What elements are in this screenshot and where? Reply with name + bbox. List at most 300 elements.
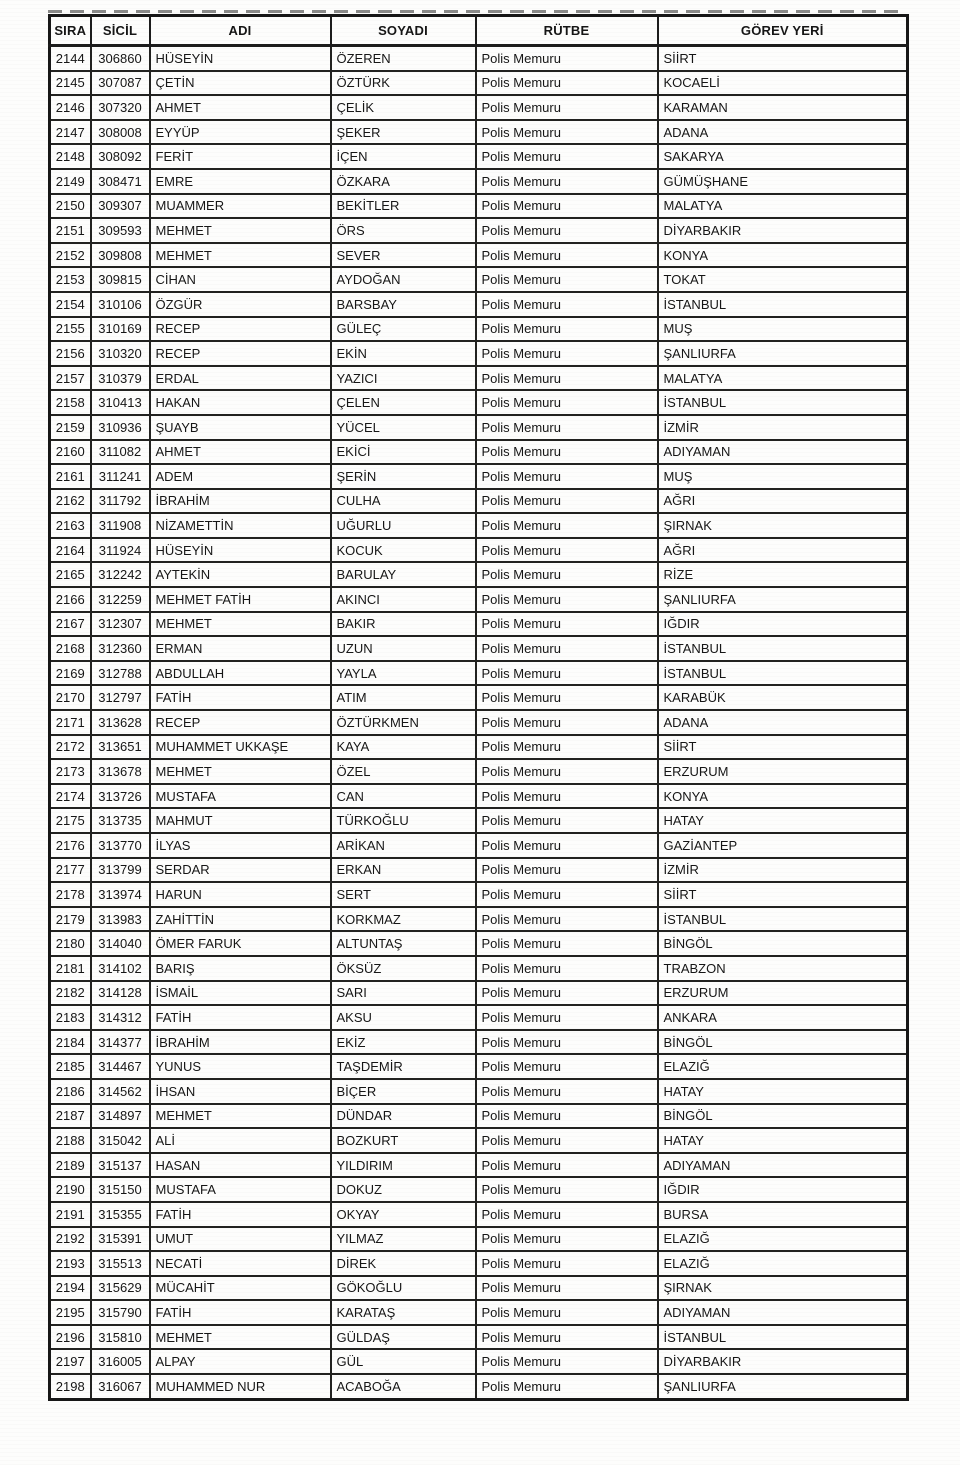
cell-sira: 2145 (50, 71, 91, 96)
cell-adi: FATİH (150, 685, 331, 710)
cell-sicil: 310320 (91, 341, 150, 366)
cell-adi: FATİH (150, 1202, 331, 1227)
cell-soyadi: BARULAY (331, 562, 476, 587)
cell-gorev-yeri: KARABÜK (658, 685, 908, 710)
header-row (50, 16, 908, 46)
cell-gorev-yeri: ERZURUM (658, 981, 908, 1006)
cell-sicil: 309593 (91, 218, 150, 243)
cell-adi: İBRAHİM (150, 1030, 331, 1055)
cell-sicil: 306860 (91, 46, 150, 71)
table-row (50, 390, 908, 415)
cell-sira: 2187 (50, 1104, 91, 1129)
cell-gorev-yeri: GÜMÜŞHANE (658, 169, 908, 194)
cell-sicil: 313983 (91, 907, 150, 932)
cell-rutbe: Polis Memuru (476, 366, 658, 391)
cell-gorev-yeri: DİYARBAKIR (658, 1349, 908, 1374)
table-row (50, 71, 908, 96)
table-row (50, 562, 908, 587)
cell-sicil: 313678 (91, 759, 150, 784)
table-row (50, 95, 908, 120)
cell-rutbe: Polis Memuru (476, 1276, 658, 1301)
cell-adi: RECEP (150, 710, 331, 735)
cell-sira: 2185 (50, 1054, 91, 1079)
cell-rutbe: Polis Memuru (476, 931, 658, 956)
cell-soyadi: DÜNDAR (331, 1104, 476, 1129)
cell-adi: AHMET (150, 95, 331, 120)
cell-adi: ÇETİN (150, 71, 331, 96)
table-row (50, 931, 908, 956)
cell-soyadi: YÜCEL (331, 415, 476, 440)
cell-gorev-yeri: İSTANBUL (658, 636, 908, 661)
cell-soyadi: ÖZEREN (331, 46, 476, 71)
cell-gorev-yeri: ADIYAMAN (658, 1153, 908, 1178)
cell-adi: CİHAN (150, 267, 331, 292)
cell-sicil: 308471 (91, 169, 150, 194)
cell-soyadi: ÖKSÜZ (331, 956, 476, 981)
cell-adi: İHSAN (150, 1079, 331, 1104)
cell-sira: 2148 (50, 144, 91, 169)
cell-soyadi: ÇELEN (331, 390, 476, 415)
cell-gorev-yeri: HATAY (658, 1079, 908, 1104)
column-header-rutbe: RÜTBE (476, 16, 658, 46)
cell-rutbe: Polis Memuru (476, 1054, 658, 1079)
cell-sicil: 314562 (91, 1079, 150, 1104)
cell-sira: 2193 (50, 1251, 91, 1276)
cell-sicil: 314040 (91, 931, 150, 956)
table-row (50, 759, 908, 784)
cell-sira: 2152 (50, 243, 91, 268)
cell-sira: 2170 (50, 685, 91, 710)
cell-gorev-yeri: SİİRT (658, 882, 908, 907)
cell-soyadi: EKİN (331, 341, 476, 366)
table-row (50, 169, 908, 194)
cell-rutbe: Polis Memuru (476, 341, 658, 366)
cell-adi: RECEP (150, 317, 331, 342)
cell-sira: 2180 (50, 931, 91, 956)
cell-sira: 2163 (50, 513, 91, 538)
cell-rutbe: Polis Memuru (476, 292, 658, 317)
cell-soyadi: GÖKOĞLU (331, 1276, 476, 1301)
cell-rutbe: Polis Memuru (476, 120, 658, 145)
cell-gorev-yeri: BURSA (658, 1202, 908, 1227)
table-row (50, 1005, 908, 1030)
cell-sira: 2165 (50, 562, 91, 587)
cell-gorev-yeri: HATAY (658, 1128, 908, 1153)
cell-gorev-yeri: AĞRI (658, 538, 908, 563)
cell-soyadi: YILMAZ (331, 1227, 476, 1252)
cell-sicil: 314128 (91, 981, 150, 1006)
cell-adi: MUSTAFA (150, 1177, 331, 1202)
cell-rutbe: Polis Memuru (476, 636, 658, 661)
cell-soyadi: CULHA (331, 489, 476, 514)
cell-adi: ADEM (150, 464, 331, 489)
cell-gorev-yeri: ADIYAMAN (658, 1300, 908, 1325)
cell-sira: 2174 (50, 784, 91, 809)
cell-gorev-yeri: BİNGÖL (658, 931, 908, 956)
cell-rutbe: Polis Memuru (476, 1349, 658, 1374)
cell-soyadi: AKINCI (331, 587, 476, 612)
cell-rutbe: Polis Memuru (476, 415, 658, 440)
cell-rutbe: Polis Memuru (476, 956, 658, 981)
cell-gorev-yeri: TOKAT (658, 267, 908, 292)
cell-rutbe: Polis Memuru (476, 513, 658, 538)
cell-gorev-yeri: ŞANLIURFA (658, 587, 908, 612)
cell-gorev-yeri: MALATYA (658, 366, 908, 391)
cell-adi: SERDAR (150, 858, 331, 883)
cell-gorev-yeri: SİİRT (658, 735, 908, 760)
cell-sira: 2157 (50, 366, 91, 391)
table-header (50, 16, 908, 46)
cell-gorev-yeri: ELAZIĞ (658, 1251, 908, 1276)
cell-rutbe: Polis Memuru (476, 1227, 658, 1252)
cell-sicil: 312797 (91, 685, 150, 710)
cell-sicil: 316067 (91, 1374, 150, 1399)
cell-gorev-yeri: İSTANBUL (658, 1325, 908, 1350)
cell-sicil: 310106 (91, 292, 150, 317)
cell-sira: 2175 (50, 808, 91, 833)
column-header-soyadi: SOYADI (331, 16, 476, 46)
table-row (50, 808, 908, 833)
cell-rutbe: Polis Memuru (476, 1005, 658, 1030)
cell-rutbe: Polis Memuru (476, 562, 658, 587)
cell-gorev-yeri: DİYARBAKIR (658, 218, 908, 243)
table-row (50, 1325, 908, 1350)
cell-sira: 2166 (50, 587, 91, 612)
cell-sicil: 313651 (91, 735, 150, 760)
table-body (50, 46, 908, 1400)
cell-adi: ÖMER FARUK (150, 931, 331, 956)
cell-sicil: 307087 (91, 71, 150, 96)
cell-soyadi: SEVER (331, 243, 476, 268)
table-row (50, 1153, 908, 1178)
cell-soyadi: SARI (331, 981, 476, 1006)
column-header-gorev-yeri: GÖREV YERİ (658, 16, 908, 46)
cell-rutbe: Polis Memuru (476, 587, 658, 612)
cell-sicil: 310379 (91, 366, 150, 391)
cell-adi: AYTEKİN (150, 562, 331, 587)
cell-rutbe: Polis Memuru (476, 981, 658, 1006)
cell-gorev-yeri: ŞANLIURFA (658, 1374, 908, 1399)
table-row (50, 1300, 908, 1325)
cell-sira: 2164 (50, 538, 91, 563)
cell-rutbe: Polis Memuru (476, 440, 658, 465)
table-row (50, 366, 908, 391)
cell-rutbe: Polis Memuru (476, 243, 658, 268)
cell-rutbe: Polis Memuru (476, 1079, 658, 1104)
cell-sira: 2154 (50, 292, 91, 317)
cell-rutbe: Polis Memuru (476, 808, 658, 833)
cell-rutbe: Polis Memuru (476, 1030, 658, 1055)
table-row (50, 243, 908, 268)
cell-rutbe: Polis Memuru (476, 759, 658, 784)
table-row (50, 440, 908, 465)
cell-sira: 2158 (50, 390, 91, 415)
cell-sira: 2160 (50, 440, 91, 465)
cell-sira: 2159 (50, 415, 91, 440)
cell-soyadi: AKSU (331, 1005, 476, 1030)
table-row (50, 833, 908, 858)
cell-adi: EMRE (150, 169, 331, 194)
cell-rutbe: Polis Memuru (476, 144, 658, 169)
cell-gorev-yeri: ANKARA (658, 1005, 908, 1030)
cell-soyadi: UZUN (331, 636, 476, 661)
cell-rutbe: Polis Memuru (476, 1128, 658, 1153)
cell-rutbe: Polis Memuru (476, 464, 658, 489)
cell-sicil: 313726 (91, 784, 150, 809)
cell-rutbe: Polis Memuru (476, 194, 658, 219)
cell-sicil: 313735 (91, 808, 150, 833)
cell-soyadi: BARSBAY (331, 292, 476, 317)
cell-sicil: 315355 (91, 1202, 150, 1227)
cell-adi: MEHMET (150, 1104, 331, 1129)
cell-adi: FATİH (150, 1005, 331, 1030)
cell-soyadi: AYDOĞAN (331, 267, 476, 292)
table-row (50, 194, 908, 219)
cell-sicil: 308008 (91, 120, 150, 145)
cell-rutbe: Polis Memuru (476, 858, 658, 883)
cell-rutbe: Polis Memuru (476, 390, 658, 415)
cell-sira: 2183 (50, 1005, 91, 1030)
cell-sicil: 315810 (91, 1325, 150, 1350)
cell-adi: FATİH (150, 1300, 331, 1325)
cell-soyadi: ÖZKARA (331, 169, 476, 194)
cell-rutbe: Polis Memuru (476, 317, 658, 342)
table-row (50, 1251, 908, 1276)
table-row (50, 218, 908, 243)
cell-sicil: 315513 (91, 1251, 150, 1276)
table-row (50, 1177, 908, 1202)
cell-sicil: 313799 (91, 858, 150, 883)
cell-gorev-yeri: RİZE (658, 562, 908, 587)
cell-sicil: 313770 (91, 833, 150, 858)
cell-rutbe: Polis Memuru (476, 612, 658, 637)
table-row (50, 144, 908, 169)
cell-soyadi: BOZKURT (331, 1128, 476, 1153)
cell-sicil: 316005 (91, 1349, 150, 1374)
table-row (50, 1349, 908, 1374)
table-row (50, 661, 908, 686)
cell-rutbe: Polis Memuru (476, 907, 658, 932)
cell-sira: 2184 (50, 1030, 91, 1055)
cell-adi: MAHMUT (150, 808, 331, 833)
cell-sicil: 311082 (91, 440, 150, 465)
cell-soyadi: GÜLDAŞ (331, 1325, 476, 1350)
cell-sicil: 315391 (91, 1227, 150, 1252)
cell-soyadi: ALTUNTAŞ (331, 931, 476, 956)
cell-soyadi: ATIM (331, 685, 476, 710)
table-row (50, 784, 908, 809)
cell-soyadi: ERKAN (331, 858, 476, 883)
cell-sira: 2179 (50, 907, 91, 932)
cell-sira: 2168 (50, 636, 91, 661)
cell-sira: 2189 (50, 1153, 91, 1178)
cell-gorev-yeri: SAKARYA (658, 144, 908, 169)
cell-sicil: 315629 (91, 1276, 150, 1301)
cell-gorev-yeri: ADIYAMAN (658, 440, 908, 465)
table-row (50, 1276, 908, 1301)
cell-gorev-yeri: İZMİR (658, 415, 908, 440)
table-row (50, 1227, 908, 1252)
cell-sicil: 310413 (91, 390, 150, 415)
table-row (50, 636, 908, 661)
cell-sira: 2182 (50, 981, 91, 1006)
cell-soyadi: EKİCİ (331, 440, 476, 465)
table-row (50, 858, 908, 883)
cell-adi: YUNUS (150, 1054, 331, 1079)
cell-soyadi: ÇELİK (331, 95, 476, 120)
cell-sicil: 309808 (91, 243, 150, 268)
cell-adi: İSMAİL (150, 981, 331, 1006)
cell-sira: 2167 (50, 612, 91, 637)
table-row (50, 292, 908, 317)
cell-sicil: 315042 (91, 1128, 150, 1153)
cell-rutbe: Polis Memuru (476, 1177, 658, 1202)
table-row (50, 538, 908, 563)
table-row (50, 1030, 908, 1055)
cell-rutbe: Polis Memuru (476, 538, 658, 563)
cell-sira: 2186 (50, 1079, 91, 1104)
cell-sira: 2190 (50, 1177, 91, 1202)
cell-adi: FERİT (150, 144, 331, 169)
table-row (50, 341, 908, 366)
cell-sira: 2155 (50, 317, 91, 342)
cell-rutbe: Polis Memuru (476, 1251, 658, 1276)
cell-adi: ZAHİTTİN (150, 907, 331, 932)
table-row (50, 735, 908, 760)
cell-sicil: 308092 (91, 144, 150, 169)
cell-gorev-yeri: KONYA (658, 784, 908, 809)
cell-rutbe: Polis Memuru (476, 833, 658, 858)
cell-rutbe: Polis Memuru (476, 1374, 658, 1399)
cell-gorev-yeri: ŞANLIURFA (658, 341, 908, 366)
cell-rutbe: Polis Memuru (476, 489, 658, 514)
cell-sicil: 310936 (91, 415, 150, 440)
cell-adi: ERDAL (150, 366, 331, 391)
table-row (50, 1128, 908, 1153)
cell-sicil: 312360 (91, 636, 150, 661)
cell-adi: UMUT (150, 1227, 331, 1252)
cell-adi: RECEP (150, 341, 331, 366)
table-row (50, 489, 908, 514)
cell-sicil: 315150 (91, 1177, 150, 1202)
cell-adi: MUHAMMED NUR (150, 1374, 331, 1399)
cell-soyadi: KAYA (331, 735, 476, 760)
cell-adi: HASAN (150, 1153, 331, 1178)
cell-rutbe: Polis Memuru (476, 1153, 658, 1178)
cell-sicil: 312307 (91, 612, 150, 637)
cell-rutbe: Polis Memuru (476, 735, 658, 760)
cell-gorev-yeri: HATAY (658, 808, 908, 833)
cell-gorev-yeri: MUŞ (658, 464, 908, 489)
cell-soyadi: ACABOĞA (331, 1374, 476, 1399)
cell-sicil: 310169 (91, 317, 150, 342)
cell-gorev-yeri: KARAMAN (658, 95, 908, 120)
table-row (50, 267, 908, 292)
cell-adi: ABDULLAH (150, 661, 331, 686)
cell-adi: MEHMET (150, 1325, 331, 1350)
cell-sira: 2149 (50, 169, 91, 194)
cell-soyadi: ÖZTÜRK (331, 71, 476, 96)
cell-sicil: 309815 (91, 267, 150, 292)
cell-sira: 2173 (50, 759, 91, 784)
cell-sira: 2162 (50, 489, 91, 514)
cell-soyadi: SERT (331, 882, 476, 907)
cell-soyadi: ÖZTÜRKMEN (331, 710, 476, 735)
cell-adi: MÜCAHİT (150, 1276, 331, 1301)
cell-rutbe: Polis Memuru (476, 1202, 658, 1227)
table-row (50, 120, 908, 145)
cell-sira: 2178 (50, 882, 91, 907)
cell-sicil: 315137 (91, 1153, 150, 1178)
cell-gorev-yeri: ELAZIĞ (658, 1054, 908, 1079)
cell-sicil: 311908 (91, 513, 150, 538)
cell-sicil: 314102 (91, 956, 150, 981)
column-header-adi: ADI (150, 16, 331, 46)
cell-adi: BARIŞ (150, 956, 331, 981)
cell-adi: MUSTAFA (150, 784, 331, 809)
cell-adi: EYYÜP (150, 120, 331, 145)
cell-sicil: 309307 (91, 194, 150, 219)
cell-gorev-yeri: AĞRI (658, 489, 908, 514)
cell-gorev-yeri: TRABZON (658, 956, 908, 981)
cell-rutbe: Polis Memuru (476, 95, 658, 120)
cell-gorev-yeri: SİİRT (658, 46, 908, 71)
cell-rutbe: Polis Memuru (476, 710, 658, 735)
table-row (50, 612, 908, 637)
table-row (50, 981, 908, 1006)
cell-sira: 2194 (50, 1276, 91, 1301)
cell-sira: 2197 (50, 1349, 91, 1374)
cell-adi: NECATİ (150, 1251, 331, 1276)
column-header-sira: SIRA (50, 16, 91, 46)
cell-sira: 2153 (50, 267, 91, 292)
scan-noise-edge (48, 10, 906, 13)
cell-gorev-yeri: ADANA (658, 120, 908, 145)
cell-gorev-yeri: ADANA (658, 710, 908, 735)
cell-sira: 2198 (50, 1374, 91, 1399)
cell-soyadi: BİÇER (331, 1079, 476, 1104)
cell-sira: 2195 (50, 1300, 91, 1325)
cell-adi: MUAMMER (150, 194, 331, 219)
cell-adi: MEHMET (150, 612, 331, 637)
table-row (50, 513, 908, 538)
cell-rutbe: Polis Memuru (476, 46, 658, 71)
cell-rutbe: Polis Memuru (476, 685, 658, 710)
cell-adi: ERMAN (150, 636, 331, 661)
cell-adi: HARUN (150, 882, 331, 907)
cell-rutbe: Polis Memuru (476, 218, 658, 243)
cell-soyadi: YAYLA (331, 661, 476, 686)
table-row (50, 1374, 908, 1399)
cell-soyadi: İÇEN (331, 144, 476, 169)
cell-sira: 2161 (50, 464, 91, 489)
cell-adi: MEHMET (150, 218, 331, 243)
cell-sira: 2156 (50, 341, 91, 366)
cell-rutbe: Polis Memuru (476, 661, 658, 686)
cell-rutbe: Polis Memuru (476, 71, 658, 96)
cell-sira: 2172 (50, 735, 91, 760)
cell-sicil: 313628 (91, 710, 150, 735)
cell-gorev-yeri: BİNGÖL (658, 1104, 908, 1129)
cell-soyadi: KOCUK (331, 538, 476, 563)
cell-sira: 2176 (50, 833, 91, 858)
cell-sira: 2177 (50, 858, 91, 883)
cell-sicil: 307320 (91, 95, 150, 120)
cell-gorev-yeri: İSTANBUL (658, 390, 908, 415)
cell-adi: HÜSEYİN (150, 46, 331, 71)
cell-sira: 2171 (50, 710, 91, 735)
cell-sicil: 315790 (91, 1300, 150, 1325)
